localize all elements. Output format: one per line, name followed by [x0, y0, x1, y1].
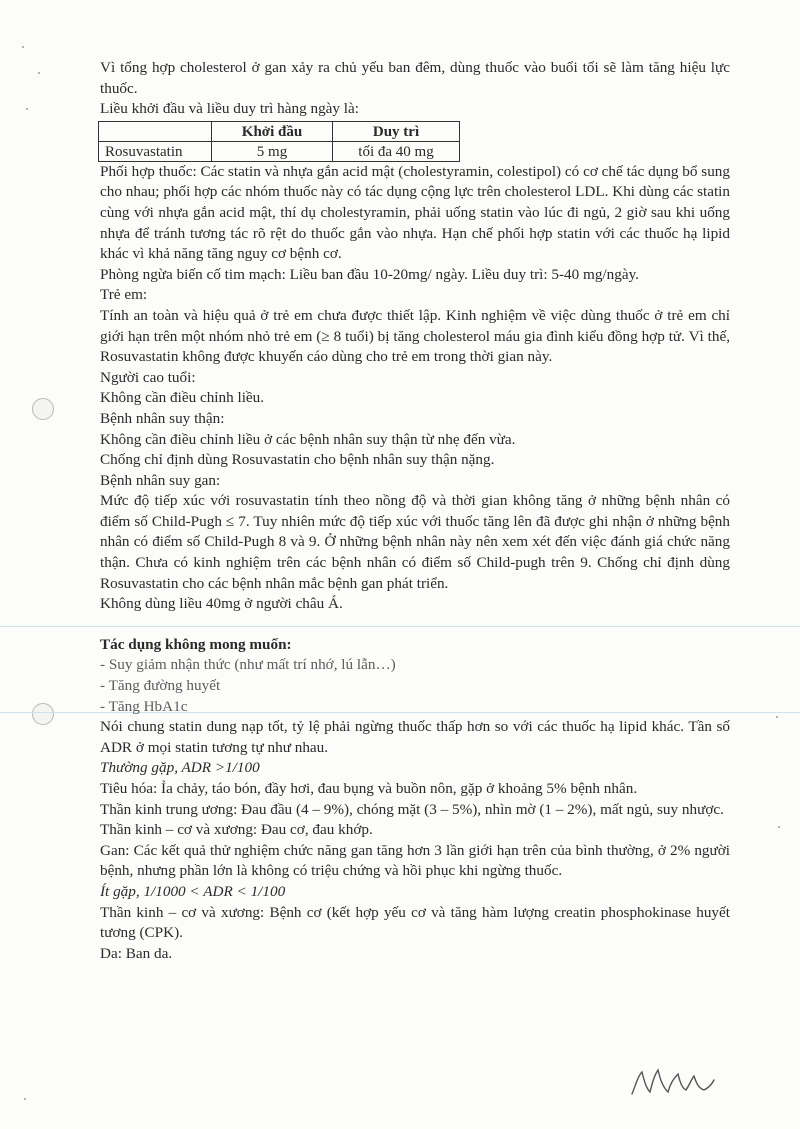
- body-paragraph: Da: Ban da.: [100, 944, 173, 962]
- body-paragraph: Tính an toàn và hiệu quả ở trẻ em chưa được thiết lập. Kinh nghiệm về việc dùng thuốc ở trẻ em chỉ giới hạn trên một nhóm nhỏ trẻ em (≥ 8 tuổi) bị tăng cholesterol máu gia đình kiểu đồng hợp tử. Vì thế, Rosuvastatin không được khuyến cáo dùng cho trẻ em trong thời gian này.: [100, 306, 730, 366]
- table-header-cell: [99, 121, 212, 141]
- handwritten-signature: [628, 1062, 718, 1102]
- body-paragraph: Không cần điều chỉnh liều.: [100, 389, 265, 407]
- body-paragraph: Nói chung statin dung nạp tốt, tỷ lệ phải ngừng thuốc thấp hơn so với các thuốc hạ lipid khác. Tần số ADR ở mọi statin tương tự như nhau.: [100, 718, 730, 756]
- dust-speck: [778, 826, 780, 828]
- punch-hole-top: [32, 398, 54, 420]
- table-header-cell: Khởi đầu: [212, 121, 333, 141]
- table-cell: Rosuvastatin: [99, 141, 212, 161]
- bullet-item: - Tăng HbA1c: [100, 697, 188, 715]
- dust-speck: [24, 1098, 26, 1100]
- body-paragraph: Phòng ngừa biến cố tim mạch: Liều ban đầu 10-20mg/ ngày. Liều duy trì: 5-40 mg/ngày.: [100, 265, 639, 283]
- section-label: Người cao tuổi:: [100, 368, 196, 386]
- table-header-row: [99, 121, 460, 141]
- subheading-common: Thường gặp, ADR >1/100: [100, 759, 260, 777]
- document-page: [100, 58, 730, 964]
- body-paragraph: Không cần điều chỉnh liều ở các bệnh nhân suy thận từ nhẹ đến vừa.: [100, 430, 516, 448]
- section-label: Bệnh nhân suy thận:: [100, 409, 225, 427]
- dust-speck: [22, 46, 24, 48]
- body-paragraph: Phối hợp thuốc: Các statin và nhựa gắn acid mật (cholestyramin, colestipol) có cơ chế tác dụng bổ sung cho nhau; phối hợp các nhóm thuốc này có tác dụng cộng lực trên cholesterol LDL. Khi dùng các statin cùng với nhựa gắn acid mật, thí dụ cholestyramin, phải uống statin vào lúc đi ngủ, 2 giờ sau khi uống nhựa để tránh tương tác rõ rệt do thuốc gắn vào nhựa. Hạn chế phối hợp statin với các thuốc hạ lipid khác vì khả năng tăng nguy cơ bệnh cơ.: [100, 162, 730, 263]
- table-header-cell: Duy trì: [333, 121, 460, 141]
- adverse-heading: Tác dụng không mong muốn:: [100, 635, 292, 653]
- table-cell: 5 mg: [212, 141, 333, 161]
- dust-speck: [26, 108, 28, 110]
- body-paragraph: Thần kinh trung ương: Đau đầu (4 – 9%), chóng mặt (3 – 5%), nhìn mờ (1 – 2%), mất ngủ, suy nhược.: [100, 800, 724, 818]
- punch-hole-bottom: [32, 703, 54, 725]
- subheading-rare: Ít gặp, 1/1000 < ADR < 1/100: [100, 882, 286, 900]
- bullet-item: - Tăng đường huyết: [100, 677, 221, 695]
- section-label: Bệnh nhân suy gan:: [100, 471, 221, 489]
- body-paragraph: Chống chỉ định dùng Rosuvastatin cho bệnh nhân suy thận nặng.: [100, 451, 495, 469]
- dose-intro: Liều khởi đầu và liều duy trì hàng ngày là:: [100, 100, 359, 118]
- body-paragraph: Gan: Các kết quả thử nghiệm chức năng gan tăng hơn 3 lần giới hạn trên của bình thường, ở 2% người bệnh, nhưng phần lớn là không có triệu chứng và hồi phục khi ngừng thuốc.: [100, 841, 730, 880]
- body-paragraph: Thần kinh – cơ và xương: Bệnh cơ (kết hợp yếu cơ và tăng hàm lượng creatin phosphokinase huyết tương (CPK).: [100, 903, 730, 942]
- body-paragraph: Tiêu hóa: Ỉa chảy, táo bón, đầy hơi, đau bụng và buồn nôn, gặp ở khoảng 5% bệnh nhân.: [100, 780, 638, 797]
- dust-speck: [38, 72, 40, 74]
- body-paragraph: Thần kinh – cơ và xương: Đau cơ, đau khớp.: [100, 821, 373, 839]
- section-label: Trẻ em:: [100, 286, 148, 304]
- body-paragraph: Không dùng liều 40mg ở người châu Á.: [100, 595, 343, 613]
- intro-paragraph: Vì tổng hợp cholesterol ở gan xảy ra chủ yếu ban đêm, dùng thuốc vào buổi tối sẽ làm tăng hiệu lực thuốc.: [100, 59, 730, 97]
- body-paragraph: Mức độ tiếp xúc với rosuvastatin tính theo nồng độ và thời gian không tăng ở những bệnh nhân có điểm số Child-Pugh ≤ 7. Tuy nhiên mức độ tiếp xúc với thuốc tăng lên đã được ghi nhận ở những bệnh nhân có điểm số Child-Pugh 8 và 9. Ở những bệnh nhân này nên xem xét đến việc đánh giá chức năng thận. Chưa có kinh nghiệm trên các bệnh nhân có điểm số Child-pugh trên 9. Chống chỉ định dùng Rosuvastatin cho các bệnh nhân mắc bệnh gan phát triển.: [100, 492, 730, 592]
- dust-speck: [776, 716, 778, 718]
- bullet-item: - Suy giảm nhận thức (như mất trí nhớ, lú lẫn…): [100, 656, 396, 674]
- table-row: [99, 141, 460, 161]
- table-cell: tối đa 40 mg: [333, 141, 460, 161]
- dose-table: [98, 121, 460, 162]
